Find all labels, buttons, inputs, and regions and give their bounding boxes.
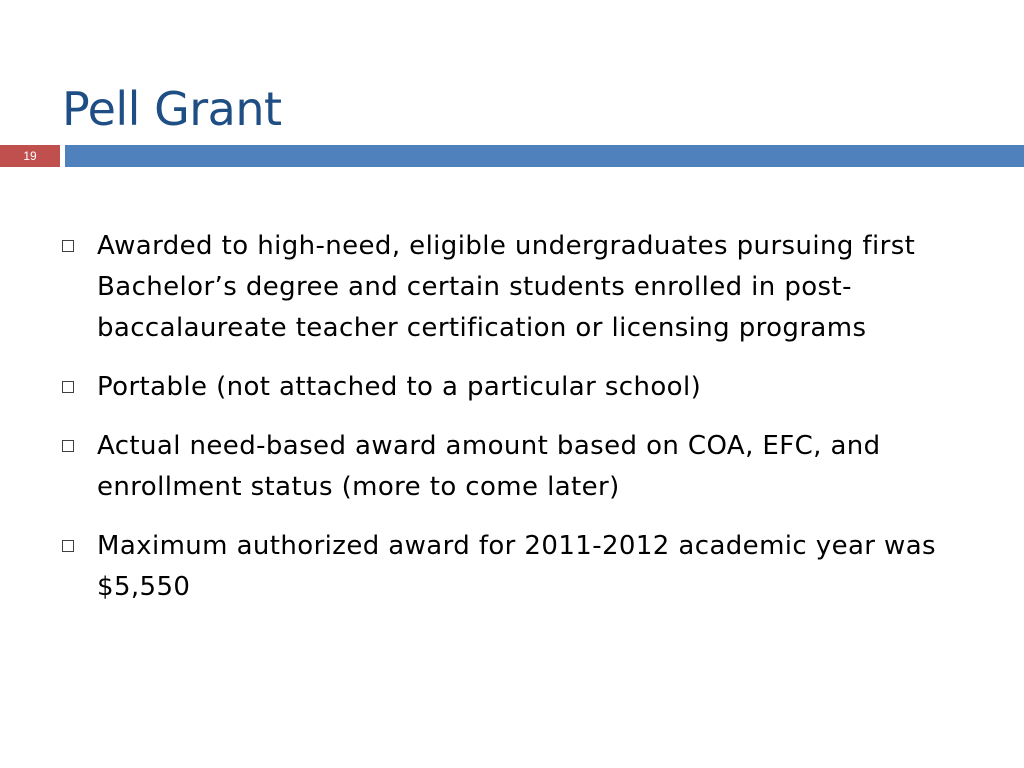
bullet-item	[62, 526, 962, 608]
bullet-text: Maximum authorized award for 2011-2012 academic year was $5,550	[97, 531, 937, 602]
bullet-item	[62, 367, 962, 408]
bullet-item	[62, 226, 962, 349]
hollow-square-icon	[62, 440, 74, 452]
hollow-square-icon	[62, 240, 74, 252]
bullet-item	[62, 426, 962, 508]
title-rule	[65, 145, 1024, 167]
bullet-text: Actual need-based award amount based on COA, EFC, and enrollment status (more to come later)	[97, 431, 881, 502]
hollow-square-icon	[62, 381, 74, 393]
bullet-text: Portable (not attached to a particular school)	[97, 372, 702, 402]
slide-title: Pell Grant	[62, 82, 282, 136]
slide-number-badge: 19	[0, 145, 60, 167]
bullet-text: Awarded to high-need, eligible undergraduates pursuing first Bachelor’s degree and certain students enrolled in post-baccalaureate teacher certification or licensing programs	[97, 231, 916, 343]
bullet-list	[62, 226, 962, 626]
hollow-square-icon	[62, 540, 74, 552]
